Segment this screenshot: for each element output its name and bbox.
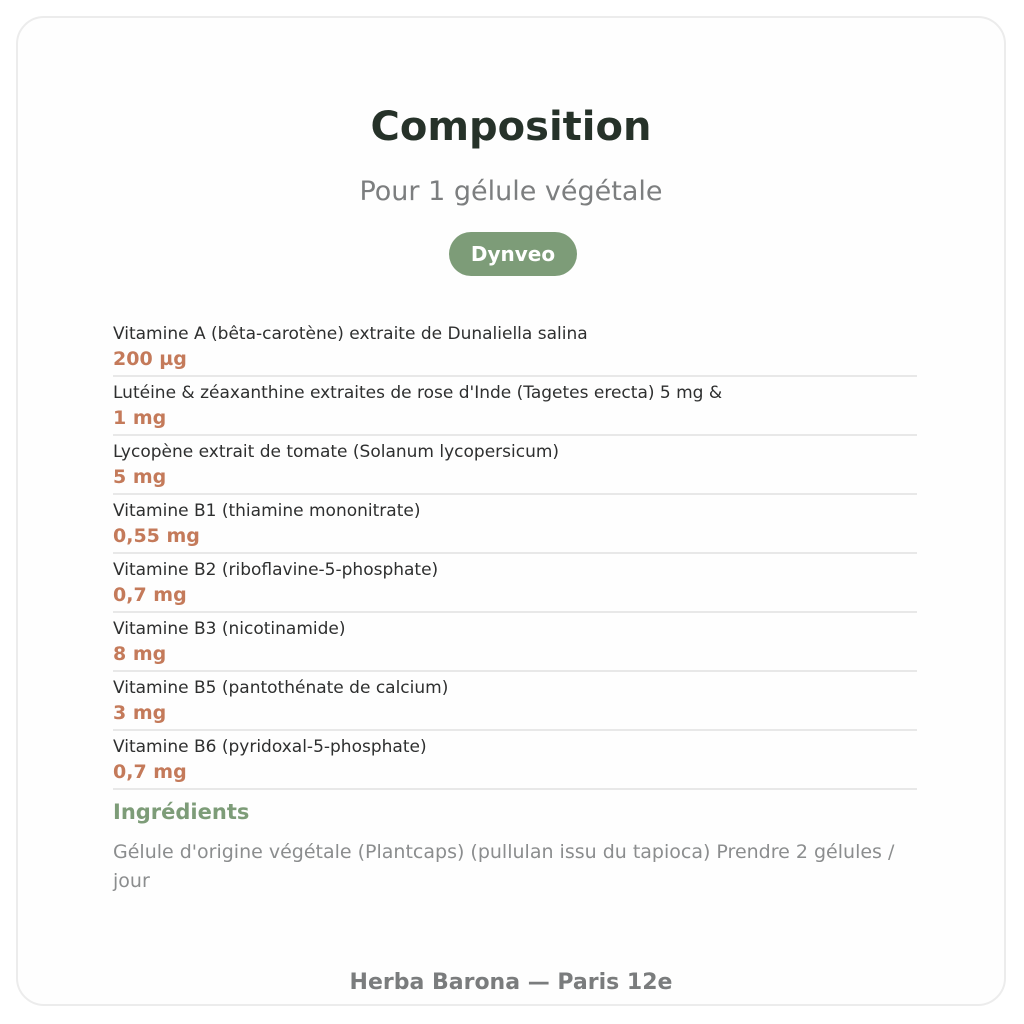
- ingredients-text: Gélule d'origine végétale (Plantcaps) (pullulan issu du tapioca) Prendre 2 gélules / jour: [113, 841, 895, 892]
- ingredient-amount: 0,7 mg: [113, 761, 187, 783]
- ingredients-heading: Ingrédients: [113, 800, 250, 824]
- list-item: [113, 495, 917, 554]
- list-item: [113, 318, 917, 377]
- ingredient-name: Vitamine B1 (thiamine mononitrate): [113, 501, 421, 521]
- ingredient-name: Lutéine & zéaxanthine extraites de rose d'Inde (Tagetes erecta) 5 mg &: [113, 383, 723, 403]
- list-item: [113, 554, 917, 613]
- ingredient-name: Vitamine B6 (pyridoxal-5-phosphate): [113, 737, 427, 757]
- ingredient-amount: 5 mg: [113, 466, 167, 488]
- list-item: [113, 377, 917, 436]
- ingredient-amount: 1 mg: [113, 407, 167, 429]
- list-item: [113, 613, 917, 672]
- brand-badge: Dynveo: [449, 232, 577, 276]
- ingredient-name: Vitamine B2 (riboflavine-5-phosphate): [113, 560, 439, 580]
- ingredient-amount: 3 mg: [113, 702, 167, 724]
- ingredient-name: Vitamine A (bêta-carotène) extraite de Dunaliella salina: [113, 324, 588, 344]
- composition-list: [113, 318, 917, 790]
- footer-text: Herba Barona — Paris 12e: [349, 970, 673, 995]
- ingredient-amount: 200 µg: [113, 348, 187, 370]
- ingredient-name: Vitamine B5 (pantothénate de calcium): [113, 678, 449, 698]
- ingredient-amount: 0,55 mg: [113, 525, 200, 547]
- ingredient-name: Lycopène extrait de tomate (Solanum lycopersicum): [113, 442, 560, 462]
- page-title: Composition: [370, 104, 652, 150]
- list-item: [113, 672, 917, 731]
- composition-card: [16, 16, 1006, 1006]
- page-subtitle: Pour 1 gélule végétale: [359, 176, 663, 207]
- ingredient-amount: 8 mg: [113, 643, 167, 665]
- ingredient-name: Vitamine B3 (nicotinamide): [113, 619, 346, 639]
- list-item: [113, 436, 917, 495]
- list-item: [113, 731, 917, 790]
- ingredient-amount: 0,7 mg: [113, 584, 187, 606]
